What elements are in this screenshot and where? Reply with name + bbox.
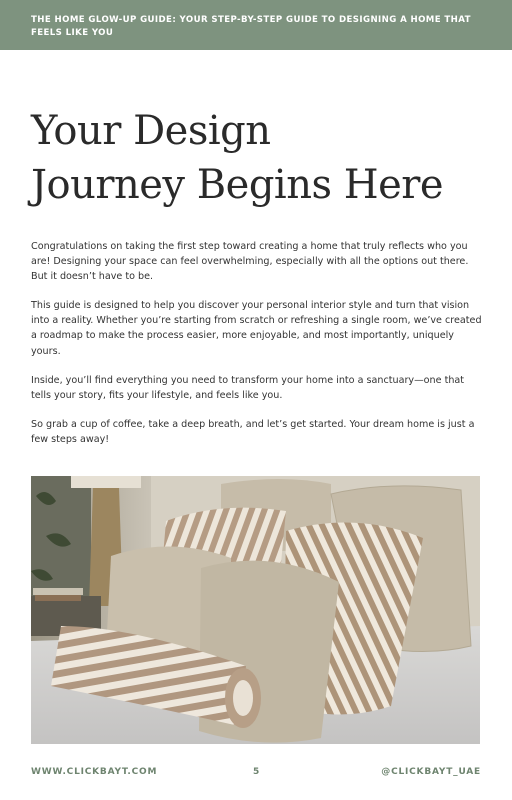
page-title (31, 104, 491, 212)
footer (31, 767, 481, 781)
pillows-photo (31, 476, 480, 744)
footer-social-handle[interactable]: @CLICKBAYT_UAE (381, 767, 481, 777)
pillows-illustration (31, 476, 480, 744)
paragraph-2: This guide is designed to help you discover your personal interior style and turn that vision into a reality. Whether you’re starting from scratch or refreshing a single room, we’ve created a roadmap to make the process easier, more enjoyable, and most importantly, uniquely yours. (31, 300, 482, 357)
page-title-line-2: Journey Begins Here (31, 162, 444, 208)
footer-website-link[interactable]: WWW.CLICKBAYT.COM (31, 767, 158, 777)
paragraph-3: Inside, you’ll find everything you need to transform your home into a sanctuary—one that tells your story, fits your lifestyle, and feels like you. (31, 374, 465, 401)
header-title: THE HOME GLOW-UP GUIDE: YOUR STEP-BY-STEP GUIDE TO DESIGNING A HOME THAT FEELS LIKE YOU (31, 15, 471, 38)
page-number: 5 (253, 767, 261, 777)
header-banner (0, 0, 512, 50)
paragraph-1: Congratulations on taking the first step toward creating a home that truly reflects who you are! Designing your space can feel overwhelming, especially with all the options out there. But it doesn’t have to be. (31, 241, 469, 283)
page-title-line-1: Your Design (31, 108, 271, 154)
body-text (31, 239, 483, 461)
paragraph-4: So grab a cup of coffee, take a deep breath, and let’s get started. Your dream home is just a few steps away! (31, 418, 475, 445)
